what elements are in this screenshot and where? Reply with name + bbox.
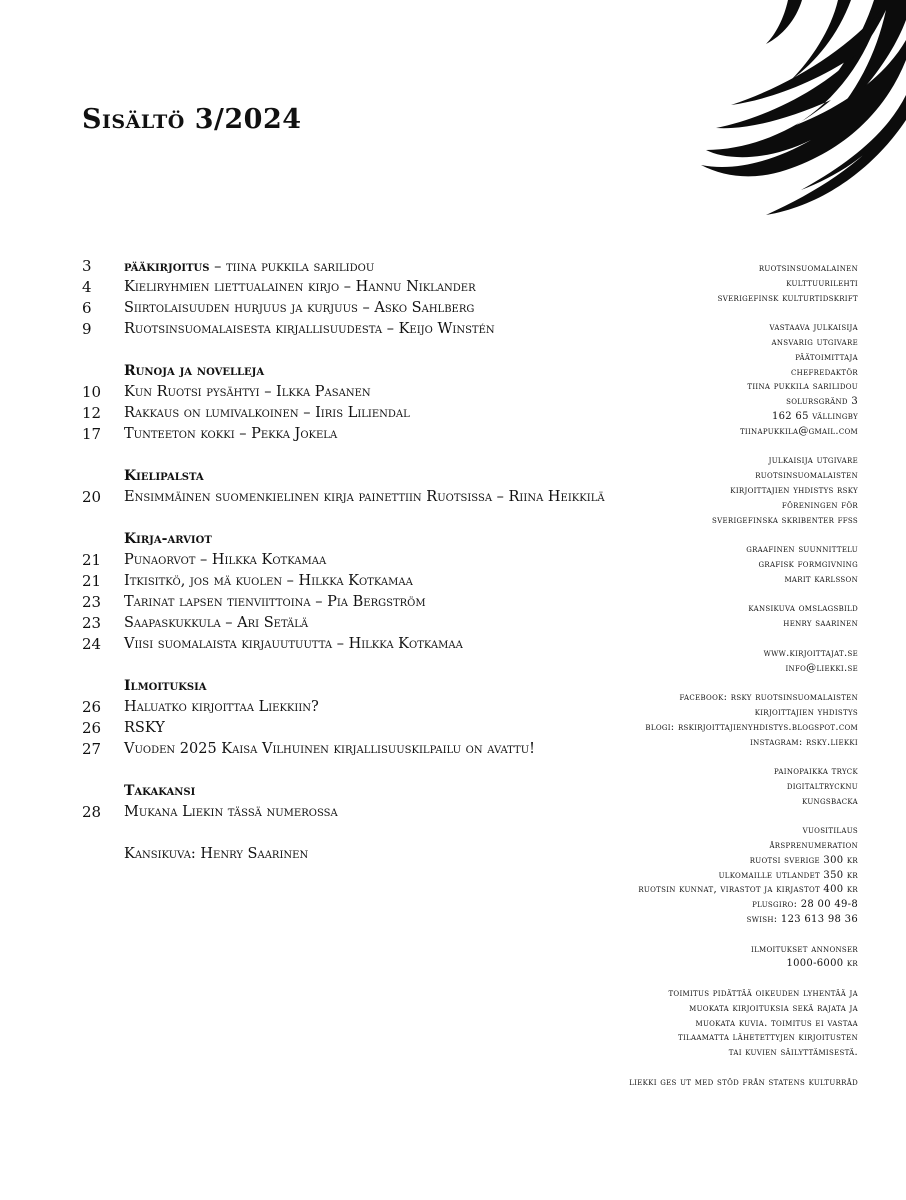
entry-text: Rakkaus on lumivalkoinen – Iiris Liliendal [124, 405, 410, 421]
entry-text: Tunteeton kokki – Pekka Jokela [124, 426, 338, 442]
colophon-line: kungsbacka [802, 795, 858, 807]
entry-text: Haluatko kirjoittaa Liekkiin? [124, 699, 319, 715]
toc-entry [82, 718, 662, 739]
colophon-line: tiina pukkila sarilidou [747, 381, 858, 393]
entry-title [124, 319, 495, 340]
toc-entry [82, 256, 662, 277]
page-number: 6 [82, 299, 92, 317]
toc-section [82, 361, 662, 445]
entry-text: Saapaskukkula – Ari Setälä [124, 615, 309, 631]
colophon-line: ulkomaille utlandet 350 kr [718, 869, 858, 881]
entry-title [124, 550, 326, 571]
colophon-block [578, 647, 858, 677]
flame-logo-illustration [606, 0, 906, 220]
entry-title [124, 487, 605, 508]
colophon-line: muokata kirjoituksia sekä rajata ja [689, 1002, 858, 1014]
page-number: 4 [82, 278, 92, 296]
colophon [578, 262, 858, 1105]
toc-entry [82, 487, 662, 508]
toc-section [82, 256, 662, 340]
colophon-line: marit karlsson [784, 573, 858, 585]
page-number: 23 [82, 614, 102, 632]
colophon-line: chefredaktör [791, 366, 858, 378]
colophon-line: muokata kuvia. toimitus ei vastaa [695, 1017, 858, 1029]
colophon-block [578, 943, 858, 973]
page-number: 9 [82, 320, 92, 338]
colophon-block [578, 602, 858, 632]
toc-entry [82, 802, 662, 823]
entry-title [124, 697, 319, 718]
entry-text: Ensimmäinen suomenkielinen kirja painettiin Ruotsissa – Riina Heikkilä [124, 489, 605, 505]
entry-title [124, 424, 337, 445]
colophon-line: vuositilaus [802, 825, 858, 837]
entry-text: Kun Ruotsi pysähtyi – Ilkka Pasanen [124, 384, 371, 400]
colophon-line: facebook: rsky ruotsinsuomalaisten [679, 692, 858, 704]
toc-section [82, 466, 662, 508]
toc-section [82, 781, 662, 823]
colophon-line: tiinapukkila@gmail.com [739, 425, 858, 437]
colophon-block [578, 454, 858, 528]
entry-text: Tarinat lapsen tienviittoina – Pia Bergström [124, 594, 426, 610]
toc-section [82, 676, 662, 760]
entry-title [124, 634, 463, 655]
section-heading: Kirja-arviot [124, 531, 212, 547]
entry-title [124, 298, 474, 319]
colophon-line: tilaamatta lähetettyjen kirjoitusten [678, 1032, 858, 1044]
colophon-line: ruotsi sverige 300 kr [749, 854, 858, 866]
colophon-line: swish: 123 613 98 36 [746, 914, 858, 926]
entry-text: Mukana Liekin tässä numerossa [124, 804, 338, 820]
toc-entry [82, 403, 662, 424]
toc-entry [82, 739, 662, 760]
section-heading: Kielipalsta [124, 468, 204, 484]
page-number: 12 [82, 404, 102, 422]
entry-title [124, 256, 374, 277]
toc-entry [82, 277, 662, 298]
colophon-line: årsprenumeration [769, 840, 858, 852]
colophon-line: painopaikka tryck [774, 766, 858, 778]
toc-entry [82, 634, 662, 655]
colophon-block [578, 321, 858, 439]
toc-entry [82, 592, 662, 613]
page-number: 24 [82, 635, 102, 653]
toc-entry [82, 298, 662, 319]
page-number: 27 [82, 740, 102, 758]
colophon-block [578, 824, 858, 928]
colophon-block [578, 262, 858, 306]
colophon-line: julkaisija utgivare [768, 455, 858, 467]
colophon-block [578, 691, 858, 750]
colophon-line: tai kuvien säilyttämisestä. [728, 1047, 858, 1059]
colophon-block [578, 987, 858, 1061]
entry-bold-label: pääkirjoitus [124, 258, 210, 275]
toc-entry [82, 697, 662, 718]
colophon-line: ruotsinsuomalainen [758, 263, 858, 274]
colophon-line: blogi: rskirjoittajienyhdistys.blogspot.com [645, 721, 858, 733]
colophon-line: www.kirjoittajat.se [763, 647, 858, 659]
entry-title [124, 613, 308, 634]
colophon-line: sverigefinska skribenter ffss [712, 514, 858, 526]
entry-text: Vuoden 2025 Kaisa Vilhuinen kirjallisuuskilpailu on avattu! [124, 741, 535, 757]
colophon-line: graafinen suunnittelu [746, 544, 858, 556]
colophon-line: kirjoittajien yhdistys [754, 706, 858, 718]
entry-text: RSKY [124, 720, 165, 736]
colophon-line: digitaltrycknu [786, 780, 858, 792]
table-of-contents [82, 256, 662, 865]
colophon-line: kirjoittajien yhdistys rsky [730, 484, 858, 496]
entry-title [124, 592, 426, 613]
toc-entry [82, 382, 662, 403]
page-number: 20 [82, 488, 102, 506]
colophon-line: 1000-6000 kr [786, 958, 858, 970]
colophon-block [578, 1076, 858, 1091]
colophon-line: toimitus pidättää oikeuden lyhentää ja [668, 988, 858, 1000]
entry-title [124, 802, 338, 823]
entry-title [124, 403, 410, 424]
colophon-line: 162 65 vällingby [771, 410, 858, 422]
page-number: 23 [82, 593, 102, 611]
entry-title [124, 382, 371, 403]
colophon-line: vastaava julkaisija [769, 322, 858, 334]
entry-text: Punaorvot – Hilkka Kotkamaa [124, 552, 327, 568]
section-heading: Takakansi [124, 783, 196, 799]
entry-text: Viisi suomalaista kirjauutuutta – Hilkka Kotkamaa [124, 636, 463, 652]
colophon-line: ruotsin kunnat, virastot ja kirjastot 400 kr [638, 884, 858, 896]
colophon-line: kansikuva omslagsbild [748, 603, 858, 615]
page-number: 26 [82, 719, 102, 737]
toc-section [82, 529, 662, 655]
colophon-line: kulttuurilehti [786, 277, 858, 289]
page-number: 21 [82, 572, 102, 590]
toc-entry [82, 550, 662, 571]
entry-text: Siirtolaisuuden hurjuus ja kurjuus – Asko Sahlberg [124, 300, 475, 316]
page-number: 10 [82, 383, 102, 401]
entry-text: Ruotsinsuomalaisesta kirjallisuudesta – Keijo Winstén [124, 321, 495, 337]
colophon-line: info@liekki.se [785, 662, 858, 674]
toc-entry [82, 571, 662, 592]
colophon-line: ilmoitukset annonser [751, 943, 858, 955]
colophon-line: liekki ges ut med stöd från statens kulturråd [629, 1076, 858, 1088]
entry-text: Kieliryhmien liettualainen kirjo – Hannu Niklander [124, 279, 476, 295]
toc-entry [82, 613, 662, 634]
entry-title [124, 718, 165, 739]
section-heading: Ilmoituksia [124, 678, 207, 694]
page-title: Sisältö 3/2024 [82, 104, 302, 135]
colophon-line: grafisk formgivning [758, 558, 858, 570]
colophon-line: päätoimittaja [795, 351, 858, 363]
section-heading: Runoja ja novelleja [124, 363, 265, 379]
toc-entry [82, 319, 662, 340]
entry-title [124, 571, 413, 592]
colophon-line: föreningen för [781, 499, 858, 511]
page-number: 3 [82, 257, 92, 275]
colophon-line: solursgränd 3 [786, 396, 858, 408]
entry-text: – tiina pukkila sarilidou [209, 259, 375, 275]
page-number: 28 [82, 803, 102, 821]
colophon-line: instagram: rsky.liekki [750, 736, 858, 748]
colophon-line: henry saarinen [783, 618, 858, 630]
cover-credit: Kansikuva: Henry Saarinen [124, 846, 309, 862]
colophon-block [578, 765, 858, 809]
colophon-line: plusgiro: 28 00 49-8 [752, 899, 858, 911]
page-number: 21 [82, 551, 102, 569]
colophon-line: ruotsinsuomalaisten [755, 470, 858, 482]
entry-text: Itkisitkö, jos mä kuolen – Hilkka Kotkamaa [124, 573, 413, 589]
toc-entry [82, 424, 662, 445]
colophon-line: sverigefinsk kulturtidskrift [717, 292, 858, 304]
entry-title [124, 739, 535, 760]
colophon-block [578, 543, 858, 587]
page-number: 17 [82, 425, 102, 443]
entry-title [124, 277, 476, 298]
colophon-line: ansvarig utgivare [771, 336, 858, 348]
page-number: 26 [82, 698, 102, 716]
